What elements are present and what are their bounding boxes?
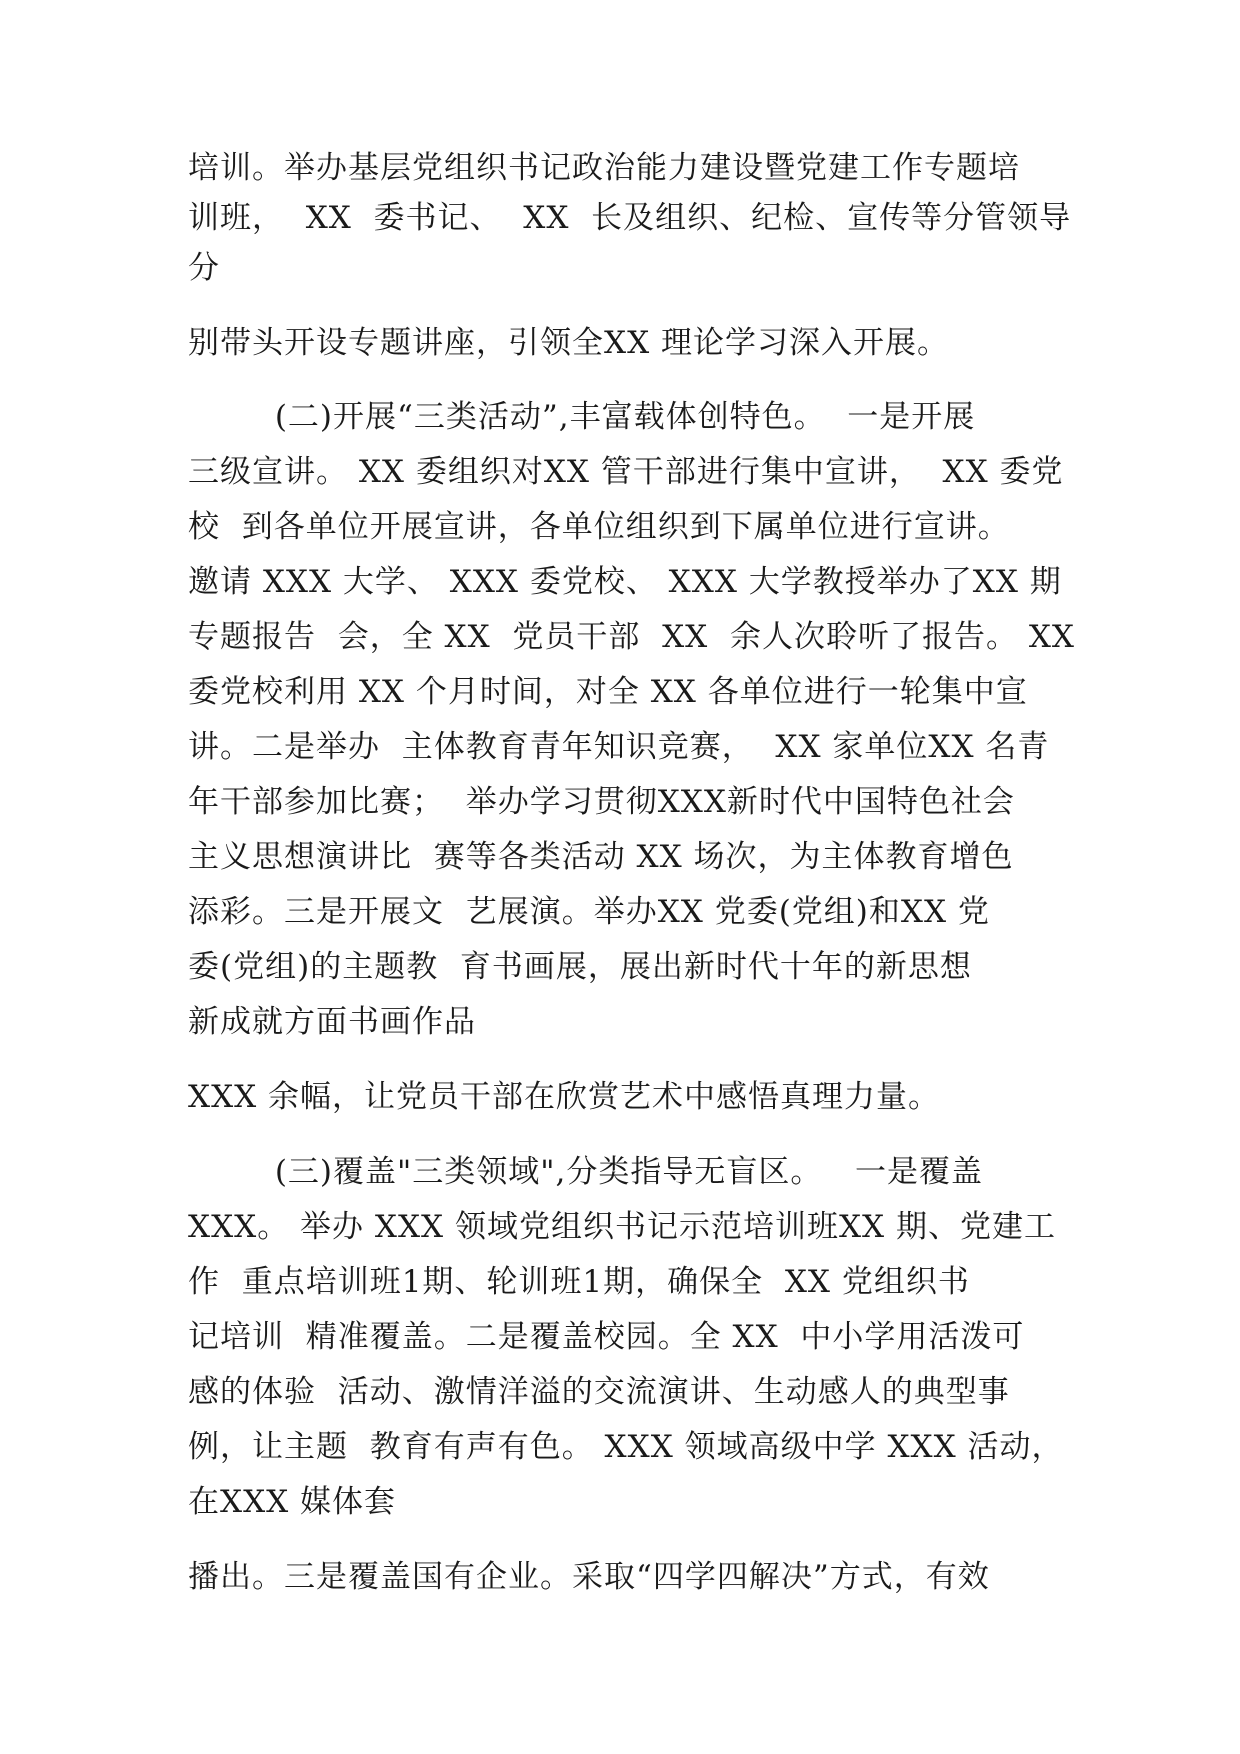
text-line: 讲。二是举办 主体教育青年知识竞赛， XX 家单位XX 名青: [188, 729, 1050, 765]
text-line: 培训。举办基层党组织书记政治能力建设暨党建工作专题培: [188, 150, 1020, 186]
text-line: 委党校利用 XX 个月时间，对全 XX 各单位进行一轮集中宣: [188, 674, 1028, 710]
section-heading-3: (三)覆盖"三类领域",分类指导无盲区。 一是覆盖: [188, 1154, 983, 1190]
text-line: 邀请 XXX 大学、 XXX 委党校、 XXX 大学教授举办了XX 期: [188, 564, 1062, 600]
text-line: 训班， XX 委书记、 XX 长及组织、纪检、宣传等分管领导: [188, 200, 1072, 236]
text-line: 记培训 精准覆盖。二是覆盖校园。全 XX 中小学用活泼可: [188, 1319, 1025, 1355]
text-line: 分: [188, 250, 220, 286]
text-line: 感的体验 活动、激情洋溢的交流演讲、生动感人的典型事: [188, 1374, 1010, 1410]
text-line: 新成就方面书画作品: [188, 1004, 476, 1040]
text-line: XXX。 举办 XXX 领域党组织书记示范培训班XX 期、党建工: [188, 1209, 1056, 1245]
text-line: 别带头开设专题讲座，引领全XX 理论学习深入开展。: [188, 325, 949, 361]
text-line: 添彩。三是开展文 艺展演。举办XX 党委(党组)和XX 党: [188, 894, 990, 930]
text-line: 校 到各单位开展宣讲，各单位组织到下属单位进行宣讲。: [188, 509, 1010, 545]
section-heading-2: (二)开展“三类活动”,丰富载体创特色。 一是开展: [188, 399, 976, 435]
text-line: 专题报告 会，全 XX 党员干部 XX 余人次聆听了报告。 XX: [188, 619, 1075, 655]
text-line: 年干部参加比赛； 举办学习贯彻XXX新时代中国特色社会: [188, 784, 1015, 820]
text-line: 在XXX 媒体套: [188, 1484, 397, 1520]
text-line: 作 重点培训班1期、轮训班1期，确保全 XX 党组织书: [188, 1264, 970, 1300]
text-line: 三级宣讲。 XX 委组织对XX 管干部进行集中宣讲， XX 委党: [188, 454, 1064, 490]
text-line: 主义思想演讲比 赛等各类活动 XX 场次，为主体教育增色: [188, 839, 1014, 875]
text-line: 例，让主题 教育有声有色。 XXX 领域高级中学 XXX 活动，: [188, 1429, 1064, 1465]
text-line: 委(党组)的主题教 育书画展，展出新时代十年的新思想: [188, 949, 972, 985]
text-line: 播出。三是覆盖国有企业。采取“四学四解决”方式，有效: [188, 1559, 990, 1595]
text-line: XXX 余幅，让党员干部在欣赏艺术中感悟真理力量。: [188, 1079, 941, 1115]
